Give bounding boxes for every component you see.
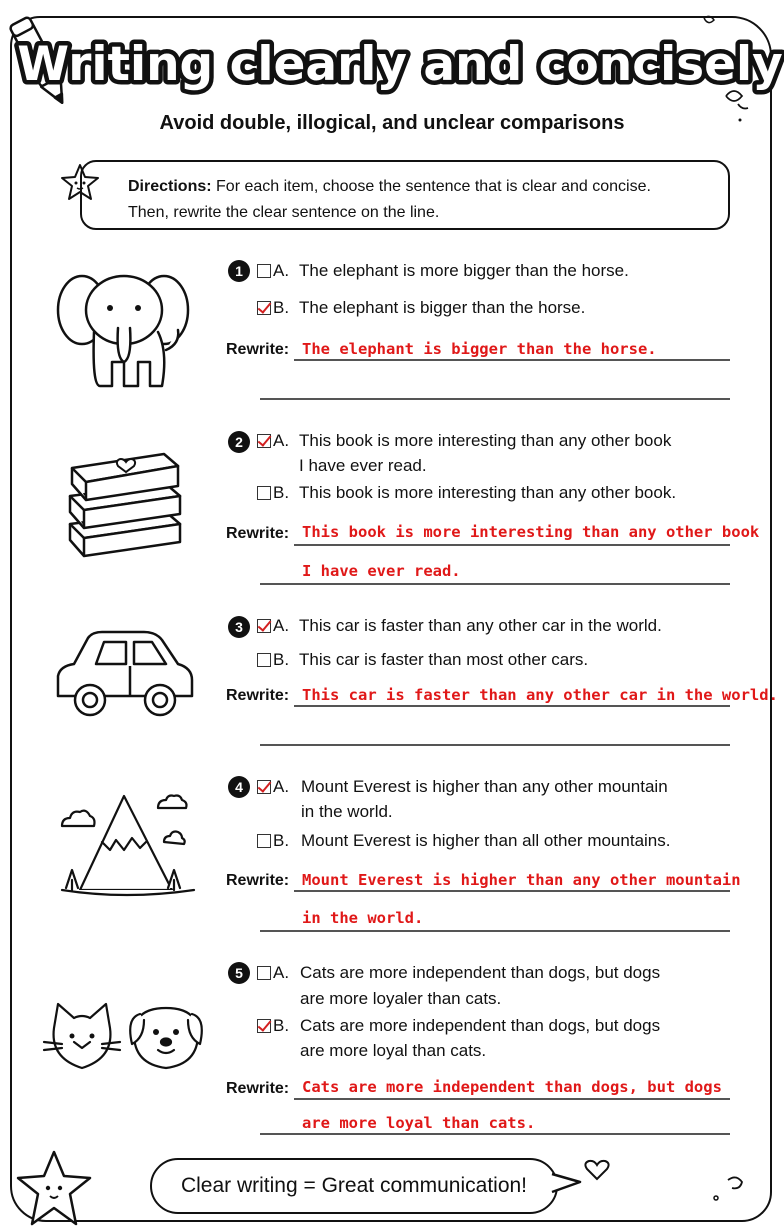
option-1a-text: The elephant is more bigger than the horse. bbox=[299, 261, 629, 280]
rewrite-answer-5-line-1: Cats are more independent than dogs, but dogs bbox=[302, 1078, 722, 1096]
option-3b-text: This car is faster than most other cars. bbox=[299, 650, 589, 669]
option-letter: B. bbox=[273, 298, 290, 317]
question-number: 4 bbox=[228, 776, 250, 798]
title-text: Writing clearly and concisely bbox=[17, 37, 783, 92]
worksheet-title bbox=[17, 22, 783, 100]
rewrite-label: Rewrite: bbox=[226, 687, 290, 704]
rewrite-line[interactable] bbox=[260, 398, 730, 400]
rewrite-line[interactable] bbox=[294, 359, 730, 361]
rewrite-line[interactable] bbox=[260, 930, 730, 932]
option-5a-text: Cats are more independent than dogs, but dogs bbox=[300, 963, 661, 982]
checkbox-4a[interactable] bbox=[257, 780, 271, 794]
checkbox-3b[interactable] bbox=[257, 653, 271, 667]
option-letter: A. bbox=[273, 963, 290, 982]
option-letter: B. bbox=[273, 650, 290, 669]
car-icon bbox=[52, 626, 198, 722]
rewrite-label: Rewrite: bbox=[226, 872, 290, 889]
heart-icon bbox=[584, 1158, 610, 1182]
rewrite-label: Rewrite: bbox=[226, 1080, 290, 1097]
option-letter: A. bbox=[273, 777, 290, 796]
option-letter: B. bbox=[273, 1016, 290, 1035]
rewrite-answer-5-line-2: are more loyal than cats. bbox=[302, 1114, 536, 1132]
star-mascot-icon bbox=[12, 1148, 96, 1228]
question-number: 5 bbox=[228, 962, 250, 984]
option-2a-text-line-2: I have ever read. bbox=[299, 456, 427, 475]
rewrite-answer-4-line-1: Mount Everest is higher than any other mountain bbox=[302, 871, 741, 889]
elephant-icon bbox=[54, 262, 194, 392]
checkbox-2b[interactable] bbox=[257, 486, 271, 500]
mountain-icon bbox=[54, 790, 200, 900]
checkbox-2a[interactable] bbox=[257, 434, 271, 448]
footer-text: Clear writing = Great communication! bbox=[180, 1174, 528, 1197]
option-5b-text-line-2: are more loyal than cats. bbox=[300, 1041, 487, 1060]
rewrite-line[interactable] bbox=[294, 544, 730, 546]
books-icon bbox=[62, 440, 186, 564]
directions-label: Directions: bbox=[128, 178, 212, 195]
rewrite-label: Rewrite: bbox=[226, 525, 290, 542]
option-letter: A. bbox=[273, 431, 290, 450]
rewrite-line[interactable] bbox=[294, 1098, 730, 1100]
option-4a-text: Mount Everest is higher than any other mountain bbox=[301, 777, 668, 796]
option-4a-text-line-2: in the world. bbox=[301, 802, 393, 821]
option-1b-text: The elephant is bigger than the horse. bbox=[299, 298, 586, 317]
checkbox-1b[interactable] bbox=[257, 301, 271, 315]
question-number: 2 bbox=[228, 431, 250, 453]
directions-line-1: For each item, choose the sentence that is clear and concise. bbox=[216, 178, 651, 195]
question-number: 1 bbox=[228, 260, 250, 282]
footer-speech-bubble bbox=[150, 1158, 558, 1214]
option-4b-text: Mount Everest is higher than all other mountains. bbox=[301, 831, 671, 850]
rewrite-line[interactable] bbox=[294, 705, 730, 707]
question-number: 3 bbox=[228, 616, 250, 638]
directions-line-2: Then, rewrite the clear sentence on the line. bbox=[128, 204, 440, 221]
checkbox-4b[interactable] bbox=[257, 834, 271, 848]
rewrite-line[interactable] bbox=[260, 744, 730, 746]
rewrite-label: Rewrite: bbox=[226, 341, 290, 358]
option-3a-text: This car is faster than any other car in the world. bbox=[299, 616, 662, 635]
checkbox-1a[interactable] bbox=[257, 264, 271, 278]
option-letter: A. bbox=[273, 616, 290, 635]
rewrite-answer-2-line-2: I have ever read. bbox=[302, 562, 461, 580]
option-letter: A. bbox=[273, 261, 290, 280]
rewrite-answer-4-line-2: in the world. bbox=[302, 909, 424, 927]
bubble-tail bbox=[552, 1172, 582, 1196]
option-letter: B. bbox=[273, 483, 290, 502]
rewrite-answer-3-line-1: This car is faster than any other car in the world. bbox=[302, 686, 778, 704]
rewrite-line[interactable] bbox=[260, 583, 730, 585]
option-2b-text: This book is more interesting than any other book. bbox=[299, 483, 677, 502]
rewrite-line[interactable] bbox=[294, 890, 730, 892]
swirl-decoration bbox=[708, 1170, 748, 1206]
option-2a-text: This book is more interesting than any other book bbox=[299, 431, 672, 450]
cat-dog-icon bbox=[44, 998, 210, 1078]
checkbox-5a[interactable] bbox=[257, 966, 271, 980]
rewrite-answer-2-line-1: This book is more interesting than any other book bbox=[302, 523, 760, 541]
option-5a-text-line-2: are more loyaler than cats. bbox=[300, 989, 502, 1008]
rewrite-answer-1-line-1: The elephant is bigger than the horse. bbox=[302, 340, 657, 358]
checkbox-5b[interactable] bbox=[257, 1019, 271, 1033]
rewrite-line[interactable] bbox=[260, 1133, 730, 1135]
option-letter: B. bbox=[273, 831, 290, 850]
directions-box bbox=[80, 160, 730, 230]
option-5b-text: Cats are more independent than dogs, but dogs bbox=[300, 1016, 661, 1035]
checkbox-3a[interactable] bbox=[257, 619, 271, 633]
subtitle: Avoid double, illogical, and unclear comparisons bbox=[159, 112, 625, 134]
